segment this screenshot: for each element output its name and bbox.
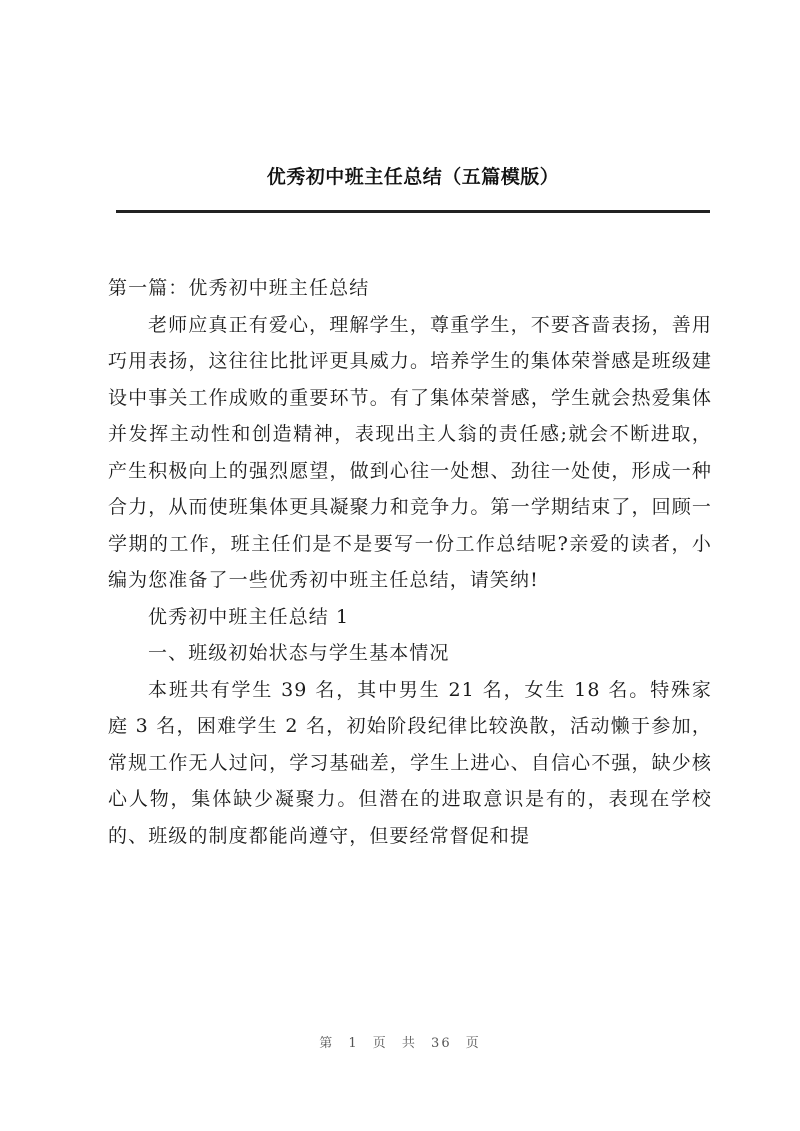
document-body — [108, 270, 712, 854]
document-title: 优秀初中班主任总结（五篇模版） — [266, 166, 560, 188]
situation-paragraph: 本班共有学生 39 名，其中男生 21 名，女生 18 名。特殊家庭 3 名，困难学生 2 名，初始阶段纪律比较涣散，活动懒于参加，常规工作无人过问，学习基础差，学生上进心、自信心不强，缺少核心人物，集体缺少凝聚力。但潜在的进取意识是有的，表现在学校的、班级的制度都能尚遵守，但要经常督促和提 — [108, 678, 712, 847]
title-divider — [116, 210, 710, 213]
subsection-heading: 一、班级初始状态与学生基本情况 — [148, 642, 450, 664]
section-heading: 第一篇：优秀初中班主任总结 — [108, 277, 370, 299]
summary-subtitle: 优秀初中班主任总结 1 — [148, 605, 350, 628]
page-number-footer: 第 1 页 共 36 页 — [319, 1036, 481, 1051]
intro-paragraph: 老师应真正有爱心，理解学生，尊重学生，不要吝啬表扬，善用巧用表扬，这往往比批评更具威力。培养学生的集体荣誉感是班级建设中事关工作成败的重要环节。有了集体荣誉感，学生就会热爱集体并发挥主动性和创造精神，表现出主人翁的责任感;就会不断进取，产生积极向上的强烈愿望，做到心往一处想、劲往一处使，形成一种合力，从而使班集体更具凝聚力和竞争力。第一学期结束了，回顾一学期的工作，班主任们是不是要写一份工作总结呢?亲爱的读者，小编为您准备了一些优秀初中班主任总结，请笑纳! — [108, 313, 712, 591]
